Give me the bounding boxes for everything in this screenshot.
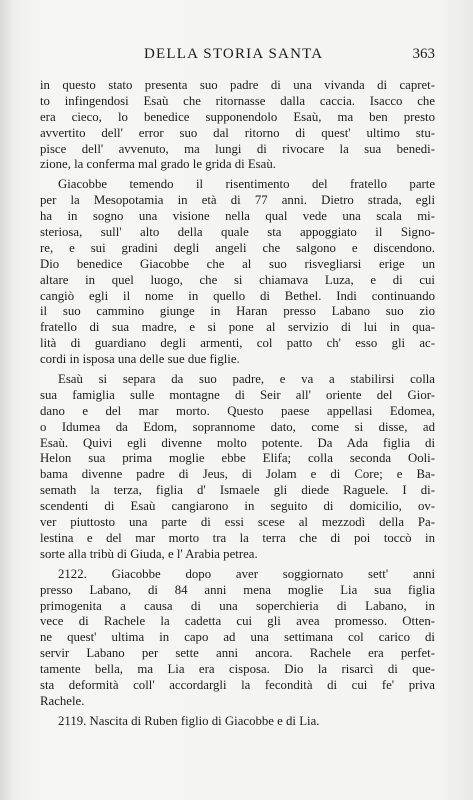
text-line: o Idumea da Edom, soprannome dato, come si disse, ad [40, 419, 435, 434]
text-line: per la Mesopotamia in età di 77 anni. Dietro strada, egli [40, 193, 435, 208]
text-line: ver piuttosto una parte di essi scese al mezzodì della Pa- [40, 515, 435, 530]
text-line: presso Labano, di 84 anni mena moglie Lia sua figlia [40, 582, 435, 597]
text-line: fratello di sua madre, e si pone al servizio di lui in qua- [40, 320, 435, 335]
text-line: steriosa, sull' alto della quale sta appoggiato il Signo- [40, 225, 435, 240]
page-header [40, 46, 435, 68]
paragraph [40, 78, 435, 173]
text-line: 2122. Giacobbe dopo aver soggiornato sett' anni [58, 566, 435, 581]
text-line: zione, la conferma mal grado le grida di Esaù. [40, 157, 276, 172]
text-line: Esaù. Quivi egli divenne molto potente. Da Ada figlia di [40, 435, 435, 450]
text-line: pisce dell' avvenuto, ma lungi di rivocare la sua benedi- [40, 141, 435, 156]
text-line: scendenti di Esaù cangiarono in seguito di domicilio, ov- [40, 499, 435, 514]
text-line: primogenita a causa di una soperchieria di Labano, in [40, 598, 435, 613]
paragraph [40, 372, 435, 563]
text-line: bama divenne padre di Jeus, di Jolam e di Core; e Ba- [40, 467, 435, 482]
text-line: 2119. Nascita di Ruben figlio di Giacobbe e di Lia. [58, 713, 320, 728]
running-head: DELLA STORIA SANTA [144, 46, 324, 62]
text-line: cordi in isposa una delle sue due figlie. [40, 352, 240, 367]
text-line: ha in sogno una visione nella qual vede una scala mi- [40, 209, 435, 224]
text-line: Esaù si separa da suo padre, e va a stabilirsi colla [58, 372, 435, 387]
text-line: altare in quel luogo, che si chiamava Luza, e di cui [40, 272, 435, 287]
text-line: semath la terza, figlia d' Ismaele gli diede Raguele. I di- [40, 483, 435, 498]
text-line: il suo cammino giunge in Haran presso Labano suo zio [40, 304, 435, 319]
text-line: sta deformità coll' accordargli la fecondità di cui fe' priva [40, 677, 435, 692]
paragraph [40, 714, 435, 730]
text-line: Dio benedice Giacobbe che al suo risvegliarsi erige un [40, 256, 435, 271]
text-line: tamente bella, ma Lia era cisposa. Dio la risarcì di que- [40, 662, 435, 677]
text-line: in questo stato presenta suo padre di una vivanda di capret- [40, 78, 435, 92]
paragraph [40, 177, 435, 368]
text-line: Helon sua prima moglie ebbe Elifa; colla seconda Ooli- [40, 451, 435, 466]
text-line: cangiò egli il nome in quello di Bethel. Indi continuando [40, 288, 435, 303]
paragraph [40, 567, 435, 710]
text-line: lestina e del mar morto tra la terra che di poi toccò in [40, 530, 435, 545]
text-line: vece di Rachele la cadetta cui gli avea promesso. Otten- [40, 614, 435, 629]
page-number: 363 [412, 46, 435, 62]
text-line: lità di guardiano degli armenti, col patto ch' esso gli ac- [40, 336, 435, 351]
text-line: re, e sui gradini degli angeli che salgono e discendono. [40, 240, 435, 255]
text-line: servir Labano per sette anni ancora. Rachele era perfet- [40, 646, 435, 661]
text-line: era cieco, lo benedice supponendolo Esaù, ma ben presto [40, 109, 435, 124]
text-line: ne quest' ultima in capo ad una settimana col carico di [40, 630, 435, 645]
text-line: sorte alla tribù di Giuda, e l' Arabia petrea. [40, 546, 258, 561]
text-line: dano e del mar morto. Questo paese appellasi Edomea, [40, 403, 435, 418]
text-line: Rachele. [40, 693, 85, 708]
text-line: sua famiglia sulle montagne di Seir all' oriente del Gior- [40, 387, 435, 402]
text-line: Giacobbe temendo il risentimento del fratello parte [58, 177, 435, 192]
page-body [40, 78, 435, 730]
text-line: to infingendosi Esaù che ritornasse dalla caccia. Isacco che [40, 93, 435, 108]
text-line: avvertito dell' error suo dal ritorno di quest' ultimo stu- [40, 125, 435, 140]
